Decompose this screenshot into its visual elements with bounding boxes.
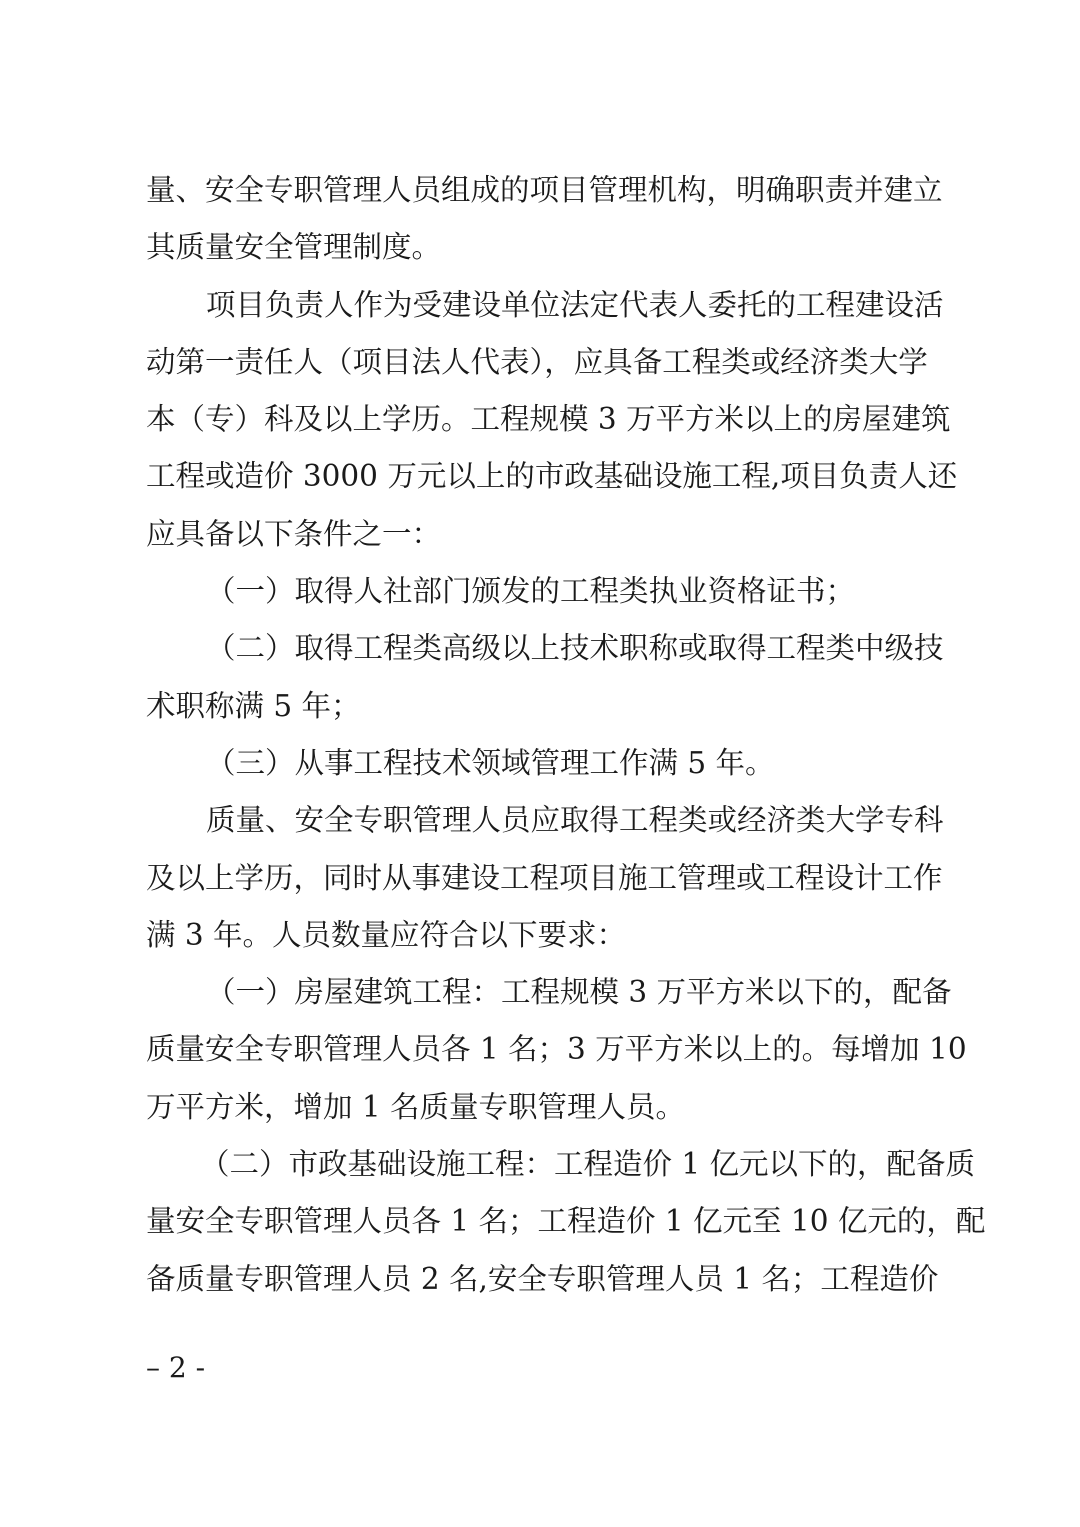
document-body [146, 162, 986, 1308]
text-line: 本（专）科及以上学历。工程规模 3 万平方米以上的房屋建筑 [146, 402, 951, 437]
text-line: 满 3 年。人员数量应符合以下要求： [146, 917, 627, 952]
text-line: 量、安全专职管理人员组成的项目管理机构，明确职责并建立 [146, 173, 943, 207]
text-line: （二）市政基础设施工程：工程造价 1 亿元以下的，配备质 [200, 1147, 976, 1182]
text-line: 量安全专职管理人员各 1 名；工程造价 1 亿元至 10 亿元的，配 [146, 1204, 986, 1239]
text-line: 质量安全专职管理人员各 1 名；3 万平方米以上的。每增加 10 [146, 1032, 967, 1067]
page-number: – 2 - [146, 1351, 206, 1384]
text-line: 术职称满 5 年； [146, 688, 361, 723]
text-line: 项目负责人作为受建设单位法定代表人委托的工程建设活 [206, 287, 944, 322]
text-line: 备质量专职管理人员 2 名,安全专职管理人员 1 名；工程造价 [146, 1261, 939, 1296]
text-line: 万平方米，增加 1 名质量专职管理人员。 [146, 1089, 686, 1124]
text-line: （三）从事工程技术领域管理工作满 5 年。 [206, 745, 775, 780]
text-line: （一）房屋建筑工程：工程规模 3 万平方米以下的，配备 [206, 975, 952, 1010]
text-line: 其质量安全管理制度。 [146, 230, 442, 265]
text-line: （二）取得工程类高级以上技术职称或取得工程类中级技 [206, 631, 944, 666]
text-line: 质量、安全专职管理人员应取得工程类或经济类大学专科 [206, 803, 944, 838]
text-line: 及以上学历，同时从事建设工程项目施工管理或工程设计工作 [146, 860, 943, 895]
text-line: 应具备以下条件之一： [146, 516, 442, 551]
text-line: （一）取得人社部门颁发的工程类执业资格证书； [206, 574, 856, 609]
text-line: 工程或造价 3000 万元以上的市政基础设施工程,项目负责人还 [146, 459, 958, 494]
text-line: 动第一责任人（项目法人代表），应具备工程类或经济类大学 [146, 344, 928, 379]
